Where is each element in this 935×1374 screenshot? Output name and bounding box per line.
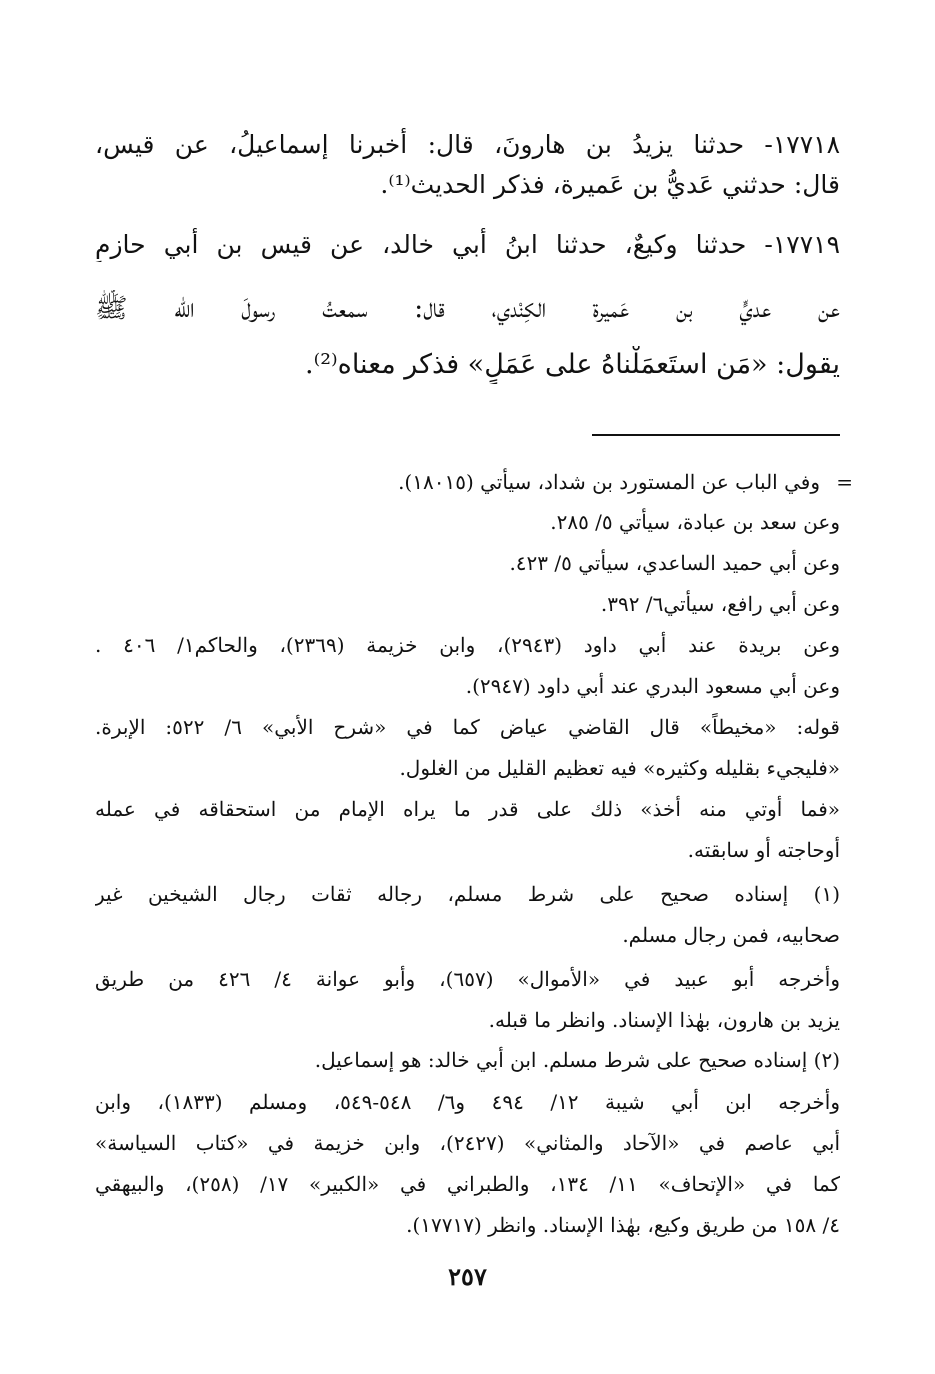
- hadith-line: عن عديٍّ بن عَميرة الكِنْدي، قال: سمعتُ رسولَ الله ﷺ: [95, 293, 840, 324]
- footnote-line: كما في «الإتحاف» ١١/ ١٣٤، والطبراني في «الكبير» ١٧/ (٢٥٨)، والبيهقي: [95, 1172, 840, 1196]
- footnote-line: «فما أوتي منه أخذ» ذلك على قدر ما يراه الإمام من استحقاقه في عمله: [95, 797, 840, 821]
- footnote-line: أبي عاصم في «الآحاد والمثاني» (٢٤٢٧)، وابن خزيمة في «كتاب السياسة»: [95, 1131, 840, 1155]
- footnote-line: وأخرجه ابن أبي شيبة ١٢/ ٤٩٤ و٦/ ٥٤٨-٥٤٩، ومسلم (١٨٣٣)، وابن: [95, 1090, 840, 1114]
- footnote-separator: [592, 434, 840, 436]
- footnote-line: وعن أبي حميد الساعدي، سيأتي ٥/ ٤٢٣.: [509, 551, 840, 575]
- footnote-line: وعن بريدة عند أبي داود (٢٩٤٣)، وابن خزيمة (٢٣٦٩)، والحاكم١/ ٤٠٦ .: [95, 633, 840, 657]
- footnote-line: أوحاجته أو سابقته.: [687, 838, 840, 862]
- footnote-line: (١) إسناده صحيح على شرط مسلم، رجاله ثقات رجال الشيخين غير: [95, 882, 840, 906]
- hadith-line: ١٧٧١٩- حدثنا وكيعٌ، حدثنا ابنُ أبي خالد، عن قيس بن أبي حازمٍ: [95, 230, 840, 259]
- footnote-line: يزيد بن هارون، بهٰذا الإسناد. وانظر ما قبله.: [488, 1008, 840, 1032]
- footnote-line: قوله: «مخيطاً» قال القاضي عياض كما في «شرح الأبي» ٦/ ٥٢٢: الإبرة.: [95, 715, 840, 739]
- footnote-line: وعن أبي رافع، سيأتي٦/ ٣٩٢.: [600, 592, 840, 616]
- footnote-line: وأخرجه أبو عبيد في «الأموال» (٦٥٧)، وأبو عوانة ٤/ ٤٢٦ من طريق: [95, 967, 840, 991]
- footnote-line: «فليجيء بقليله وكثيره» فيه تعظيم القليل من الغلول.: [399, 756, 840, 780]
- hadith-line: قال: حدثني عَديُّ بن عَميرة، فذكر الحديث⁽¹⁾.: [380, 170, 840, 199]
- page-number: ٢٥٧: [448, 1262, 487, 1291]
- hadith-line: ١٧٧١٨- حدثنا يزيدُ بن هارونَ، قال: أخبرنا إسماعيلُ، عن قيس،: [95, 130, 840, 159]
- footnote-line: وفي الباب عن المستورد بن شداد، سيأتي (١٨٠١٥).: [398, 470, 820, 494]
- footnote-line: ٤/ ١٥٨ من طريق وكيع، بهٰذا الإسناد. وانظر (١٧٧١٧).: [406, 1213, 840, 1237]
- continuation-mark: =: [836, 470, 853, 494]
- footnote-line: (٢) إسناده صحيح على شرط مسلم. ابن أبي خالد: هو إسماعيل.: [314, 1048, 840, 1072]
- hadith-line: يقول: «مَن استَعمَلْناهُ على عَمَلٍ» فذكر معناه⁽²⁾.: [305, 349, 840, 380]
- footnote-line: صحابيه، فمن رجال مسلم.: [622, 923, 840, 947]
- footnote-line: وعن سعد بن عبادة، سيأتي ٥/ ٢٨٥.: [550, 510, 840, 534]
- footnote-line: وعن أبي مسعود البدري عند أبي داود (٢٩٤٧).: [465, 674, 840, 698]
